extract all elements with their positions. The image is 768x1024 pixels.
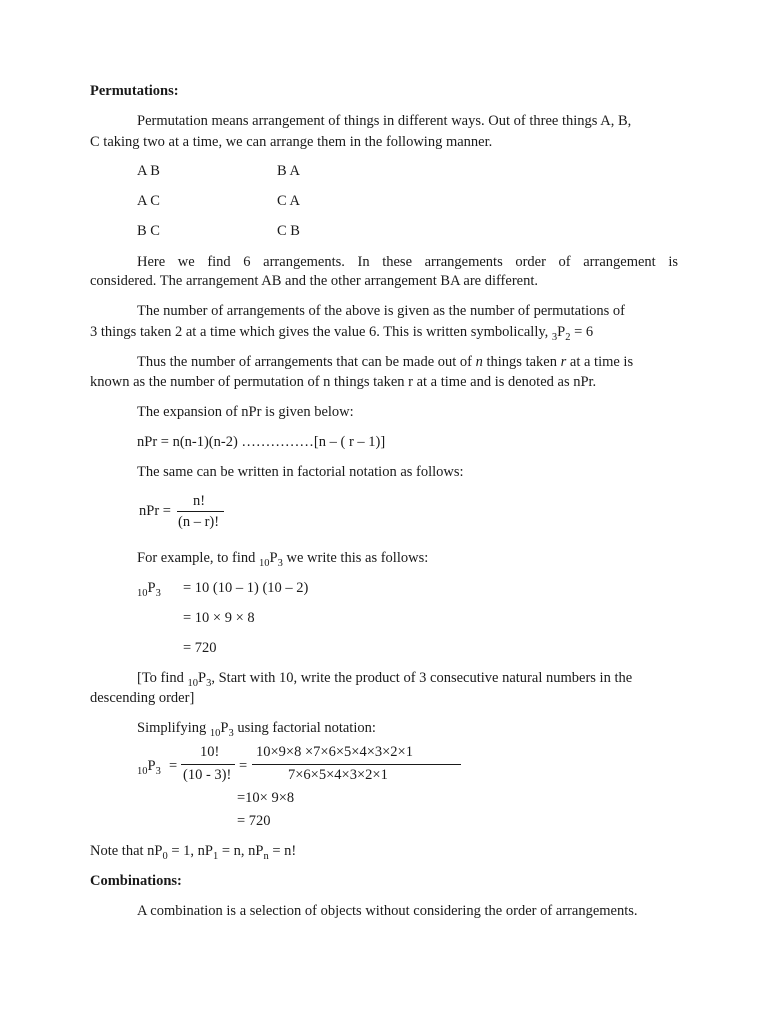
factorial-numerator-1: 10!	[200, 744, 220, 760]
thus-line-2: known as the number of permutation of n things taken r at a time and is denoted as nPr.	[90, 374, 597, 390]
factorial-fraction-bar-2	[252, 764, 461, 765]
thus-line-1: Thus the number of arrangements that can be made out of n things taken r at a time is	[137, 354, 634, 370]
arrangement-right-2: C A	[277, 193, 300, 209]
factorial-eq-1: =	[169, 758, 178, 774]
factorial-lhs: $_{10}P_3$	[137, 758, 161, 777]
example-line-3: = 720	[183, 640, 217, 656]
npr-fraction	[177, 494, 225, 530]
npr-label: nPr =	[139, 503, 171, 519]
arrangement-right-3: C B	[277, 223, 300, 239]
npr-fraction-bar	[177, 511, 224, 512]
simplify-intro: Simplifying $_{10}P_3$ using factorial notation:	[137, 720, 376, 739]
factorial-numerator-2: 10×9×8 ×7×6×5×4×3×2×1	[256, 744, 413, 760]
npr-numerator: n!	[193, 493, 206, 509]
example-intro: For example, to find $_{10}P_3$ we write this as follows:	[137, 550, 429, 569]
here-line-1: Here we find 6 arrangements. In these arrangements order of arrangement is	[137, 254, 678, 270]
arrangement-left-2: A C	[137, 193, 160, 209]
number-line-1: The number of arrangements of the above is given as the number of permutations of	[137, 303, 626, 319]
expansion-intro: The expansion of nPr is given below:	[137, 404, 354, 420]
combinations-heading: Combinations:	[90, 873, 182, 889]
tofind-line-1: [To find $_{10}P_3$, Start with 10, write the product of 3 consecutive natural numbers in the	[137, 670, 633, 689]
intro-line-2: C taking two at a time, we can arrange them in the following manner.	[90, 134, 493, 150]
factorial-fraction-bar-1	[181, 764, 235, 765]
factorial-denominator-2: 7×6×5×4×3×2×1	[288, 767, 388, 783]
factorial-line-3: = 720	[237, 813, 271, 829]
expansion-formula: nPr = n(n-1)(n-2) ……………[n – ( r – 1)]	[137, 434, 386, 450]
note-line: Note that $nP_0 = 1$, $nP_1 = n$, $nP_n = n$!	[90, 843, 297, 862]
here-line-2: considered. The arrangement AB and the other arrangement BA are different.	[90, 273, 538, 289]
arrangement-left-3: B C	[137, 223, 160, 239]
npr-denominator: (n – r)!	[178, 514, 220, 530]
number-line-2: 3 things taken 2 at a time which gives the value 6. This is written symbolically, $_3P_2 = 6$	[90, 324, 594, 343]
example-line-1: = 10 (10 – 1) (10 – 2)	[183, 580, 309, 596]
combinations-definition: A combination is a selection of objects without considering the order of arrangements.	[137, 903, 638, 919]
factorial-eq-2: =	[239, 758, 248, 774]
factorial-intro: The same can be written in factorial notation as follows:	[137, 464, 464, 480]
example-lhs: $_{10}P_3$	[137, 580, 161, 599]
example-line-2: = 10 × 9 × 8	[183, 610, 255, 626]
intro-line-1: Permutation means arrangement of things in different ways. Out of three things A, B,	[137, 113, 632, 129]
factorial-denominator-1: (10 - 3)!	[183, 767, 232, 783]
arrangement-right-1: B A	[277, 163, 300, 179]
factorial-fraction-2	[252, 745, 462, 781]
factorial-line-2: =10× 9×8	[237, 790, 295, 806]
factorial-fraction-1	[181, 745, 235, 781]
tofind-line-2: descending order]	[90, 690, 195, 706]
arrangement-left-1: A B	[137, 163, 160, 179]
permutations-heading: Permutations:	[90, 83, 179, 99]
